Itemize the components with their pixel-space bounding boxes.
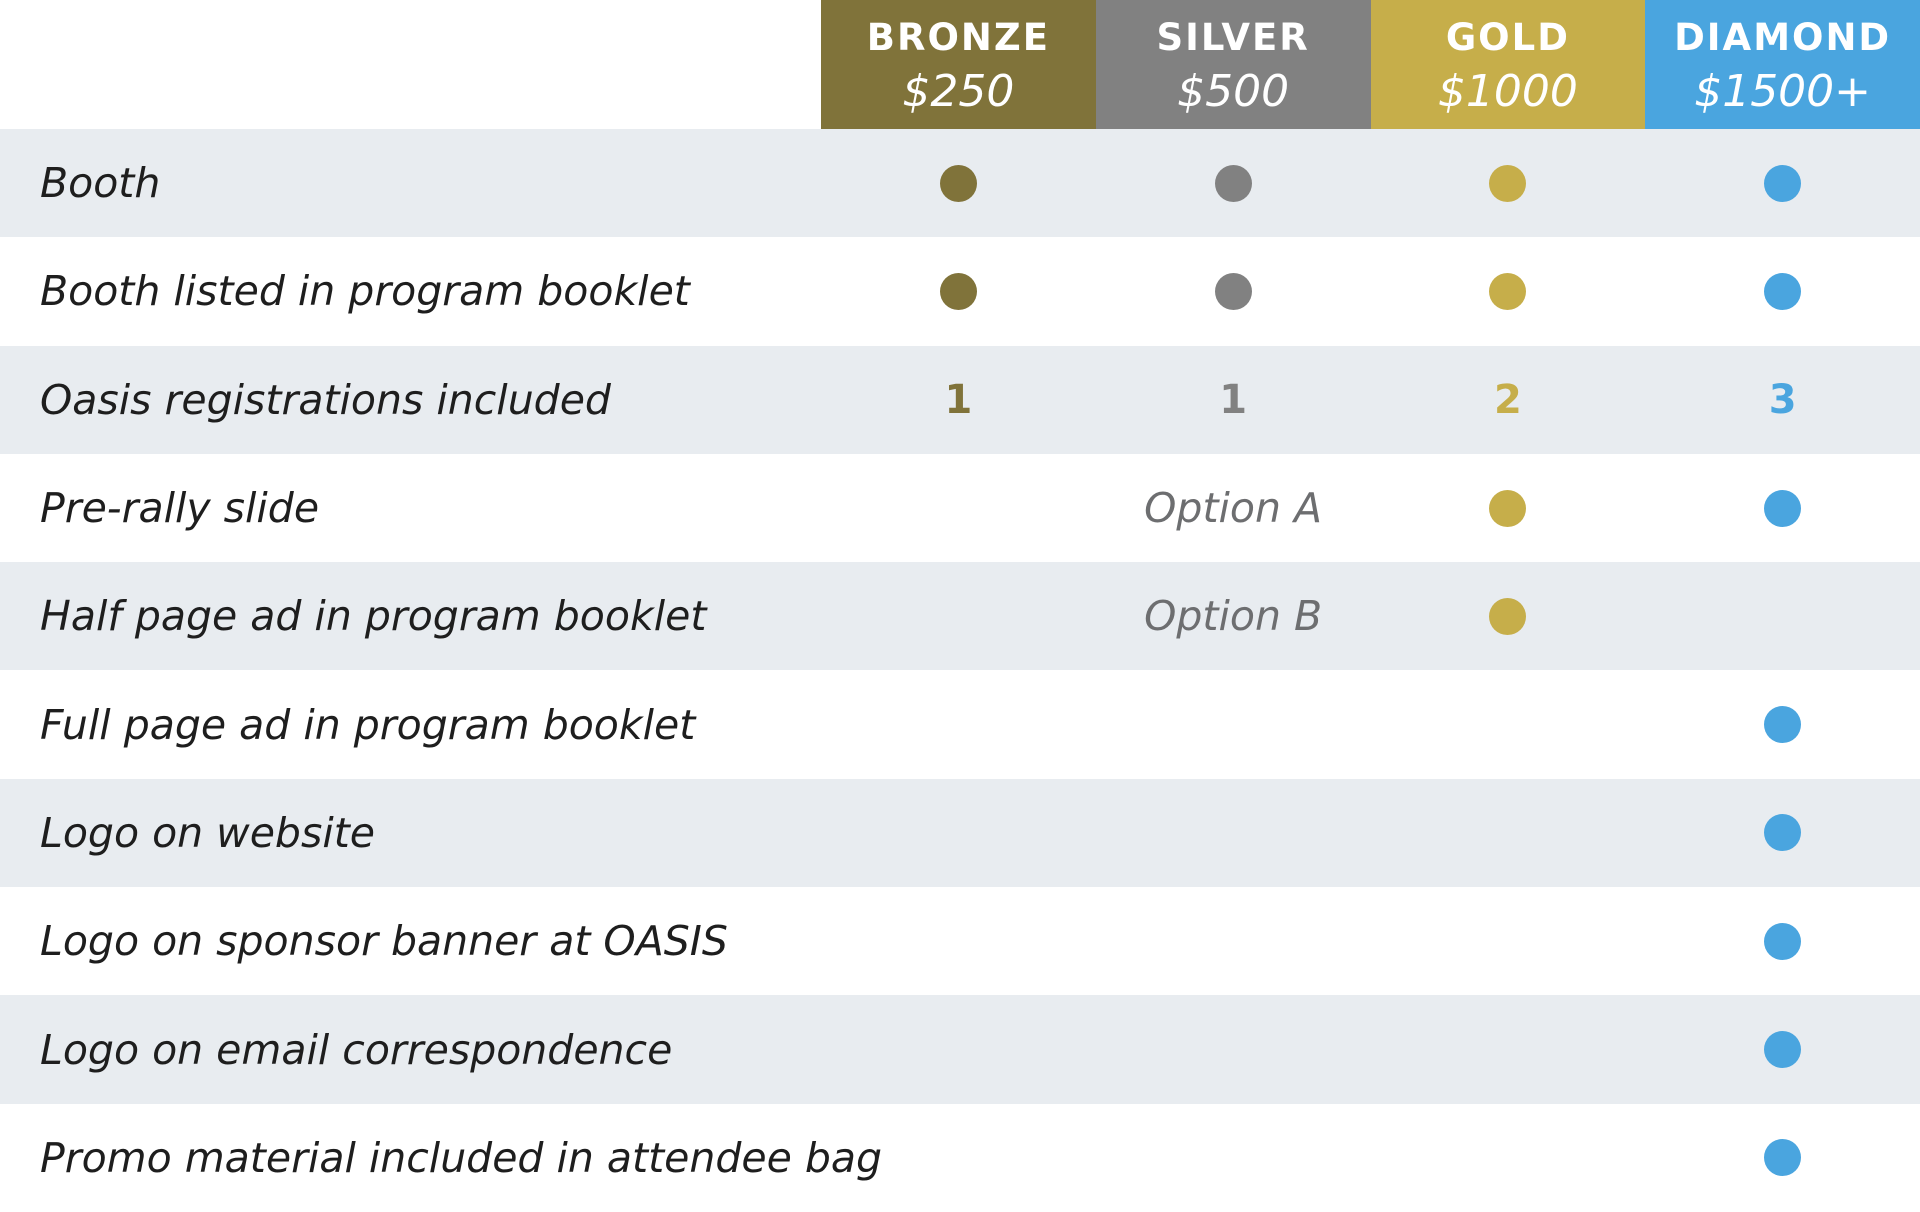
- tier-cell-diamond: [1645, 1104, 1920, 1212]
- option-label: Option A: [1144, 484, 1323, 533]
- registration-count: 1: [1219, 376, 1248, 423]
- included-dot-icon: [1764, 490, 1801, 527]
- feature-label: Logo on sponsor banner at OASIS: [40, 917, 728, 966]
- tier-cell-bronze: [821, 670, 1096, 778]
- tier-cell-silver: [1096, 779, 1371, 887]
- feature-label: Pre-rally slide: [40, 484, 320, 533]
- tier-cell-bronze: [821, 454, 1096, 562]
- option-label: Option B: [1144, 592, 1323, 641]
- tier-cell-bronze: [821, 562, 1096, 670]
- tier-name: BRONZE: [866, 16, 1050, 59]
- feature-label: Oasis registrations included: [40, 375, 611, 424]
- included-dot-icon: [1764, 923, 1801, 960]
- tier-cell-diamond: [1645, 346, 1920, 454]
- feature-label: Logo on website: [40, 808, 376, 857]
- included-dot-icon: [1764, 1031, 1801, 1068]
- included-dot-icon: [1764, 706, 1801, 743]
- table-row: [0, 346, 1920, 454]
- included-dot-icon: [1489, 490, 1526, 527]
- registration-count: 2: [1493, 376, 1522, 423]
- tier-cell-gold: [1371, 1104, 1646, 1212]
- table-row: [0, 454, 1920, 562]
- registration-count: 3: [1768, 376, 1797, 423]
- tier-cell-gold: [1371, 562, 1646, 670]
- included-dot-icon: [1215, 273, 1252, 310]
- tier-cell-diamond: [1645, 995, 1920, 1103]
- feature-label: Booth listed in program booklet: [40, 267, 690, 316]
- tier-header-gold: [1371, 0, 1646, 129]
- included-dot-icon: [1489, 598, 1526, 635]
- tier-cell-bronze: [821, 129, 1096, 237]
- tier-header-row: [0, 0, 1920, 129]
- tier-cell-gold: [1371, 670, 1646, 778]
- tier-header-silver: [1096, 0, 1371, 129]
- table-row: [0, 779, 1920, 887]
- included-dot-icon: [1764, 165, 1801, 202]
- included-dot-icon: [940, 165, 977, 202]
- tier-cell-gold: [1371, 995, 1646, 1103]
- table-row: [0, 887, 1920, 995]
- feature-label: Booth: [40, 159, 161, 208]
- tier-price: $500: [1177, 66, 1290, 117]
- tier-cell-gold: [1371, 887, 1646, 995]
- included-dot-icon: [940, 273, 977, 310]
- table-row: [0, 562, 1920, 670]
- tier-cell-gold: [1371, 454, 1646, 562]
- tier-name: DIAMOND: [1674, 16, 1892, 59]
- tier-cell-diamond: [1645, 887, 1920, 995]
- tier-cell-silver: [1096, 1104, 1371, 1212]
- tier-cell-silver: [1096, 454, 1371, 562]
- tier-header-bronze: [821, 0, 1096, 129]
- included-dot-icon: [1215, 165, 1252, 202]
- tier-cell-diamond: [1645, 670, 1920, 778]
- tier-cell-diamond: [1645, 562, 1920, 670]
- tier-cell-silver: [1096, 129, 1371, 237]
- tier-cell-silver: [1096, 562, 1371, 670]
- tier-cell-diamond: [1645, 454, 1920, 562]
- feature-label: Promo material included in attendee bag: [40, 1133, 883, 1182]
- table-row: [0, 670, 1920, 778]
- registration-count: 1: [944, 376, 973, 423]
- tier-cell-diamond: [1645, 237, 1920, 345]
- tier-price: $1500+: [1694, 66, 1872, 117]
- tier-cell-gold: [1371, 237, 1646, 345]
- table-row: [0, 1104, 1920, 1212]
- included-dot-icon: [1489, 165, 1526, 202]
- included-dot-icon: [1764, 814, 1801, 851]
- tier-price: $250: [902, 66, 1015, 117]
- table-row: [0, 995, 1920, 1103]
- tier-cell-bronze: [821, 237, 1096, 345]
- tier-cell-bronze: [821, 887, 1096, 995]
- tier-cell-bronze: [821, 779, 1096, 887]
- included-dot-icon: [1489, 273, 1526, 310]
- feature-label: Half page ad in program booklet: [40, 592, 707, 641]
- tier-cell-gold: [1371, 346, 1646, 454]
- tier-cell-bronze: [821, 346, 1096, 454]
- tier-cell-silver: [1096, 237, 1371, 345]
- tier-price: $1000: [1437, 66, 1578, 117]
- table-row: [0, 237, 1920, 345]
- included-dot-icon: [1764, 1139, 1801, 1176]
- tier-cell-bronze: [821, 1104, 1096, 1212]
- benefit-rows: [0, 129, 1920, 1212]
- feature-label: Full page ad in program booklet: [40, 700, 696, 749]
- tier-cell-silver: [1096, 995, 1371, 1103]
- tier-cell-silver: [1096, 670, 1371, 778]
- tier-cell-silver: [1096, 346, 1371, 454]
- tier-cell-gold: [1371, 129, 1646, 237]
- header-spacer: [0, 0, 821, 129]
- included-dot-icon: [1764, 273, 1801, 310]
- tier-cell-diamond: [1645, 779, 1920, 887]
- tier-cell-silver: [1096, 887, 1371, 995]
- table-row: [0, 129, 1920, 237]
- feature-label: Logo on email correspondence: [40, 1025, 673, 1074]
- tier-cell-diamond: [1645, 129, 1920, 237]
- tier-cell-bronze: [821, 995, 1096, 1103]
- tier-cell-gold: [1371, 779, 1646, 887]
- tier-name: SILVER: [1156, 16, 1310, 59]
- tier-header-diamond: [1645, 0, 1920, 129]
- tier-name: GOLD: [1445, 16, 1570, 59]
